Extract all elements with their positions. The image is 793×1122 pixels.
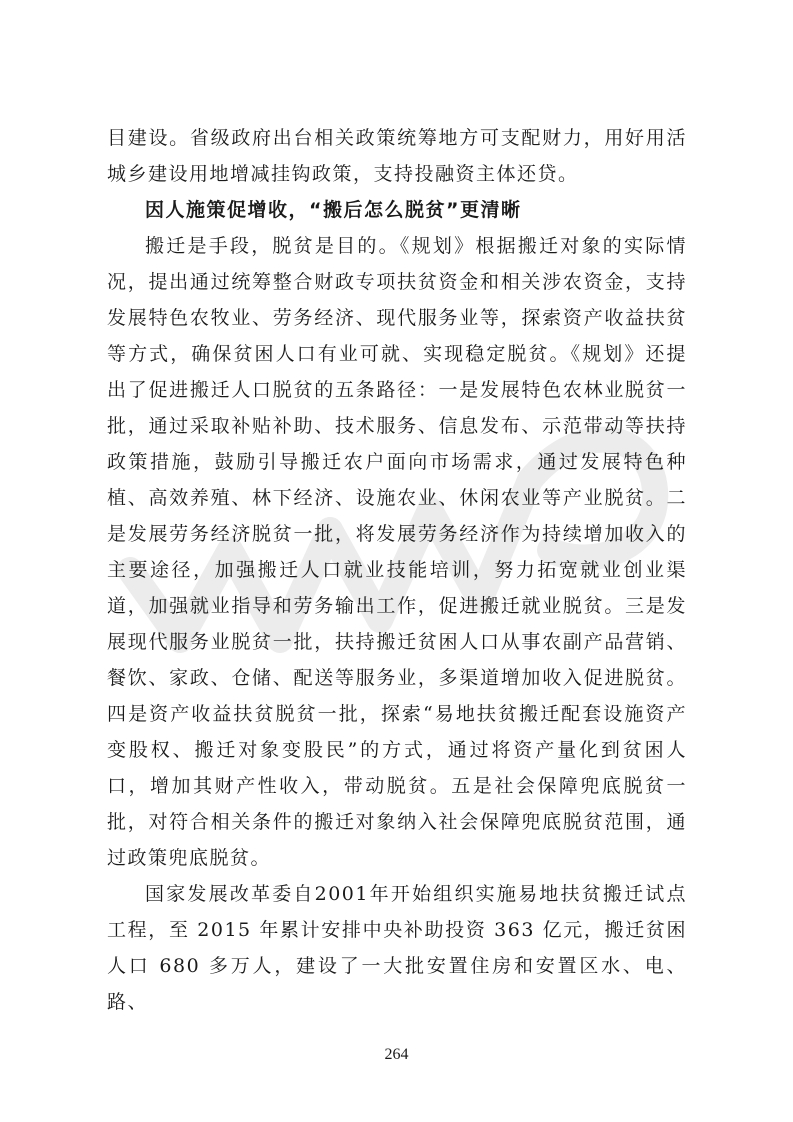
page-number: 264 [384,1046,409,1063]
document-body [107,120,687,1020]
paragraph-1: 目建设。省级政府出台相关政策统筹地方可支配财力，用好用活城乡建设用地增减挂钩政策，支持投融资主体还贷。 [107,127,687,185]
section-heading: 因人施策促增收，“搬后怎么脱贫”更清晰 [145,199,522,221]
paragraph-2: 搬迁是手段，脱贫是目的。《规划》根据搬迁对象的实际情况，提出通过统筹整合财政专项扶贫资金和相关涉农资金，支持发展特色农牧业、劳务经济、现代服务业等，探索资产收益扶贫等方式，确保贫困人口有业可就、实现稳定脱贫。《规划》还提出了促进搬迁人口脱贫的五条路径：一是发展特色农林业脱贫一批，通过采取补贴补助、技术服务、信息发布、示范带动等扶持政策措施，鼓励引导搬迁农户面向市场需求，通过发展特色种植、高效养殖、林下经济、设施农业、休闲农业等产业脱贫。二是发展劳务经济脱贫一批，将发展劳务经济作为持续增加收入的主要途径，加强搬迁人口就业技能培训，努力拓宽就业创业渠道，加强就业指导和劳务输出工作，促进搬迁就业脱贫。三是发展现代服务业脱贫一批，扶持搬迁贫困人口从事农副产品营销、餐饮、家政、仓储、配送等服务业，多渠道增加收入促进脱贫。四是资产收益扶贫脱贫一批，探索“易地扶贫搬迁配套设施资产变股权、搬迁对象变股民”的方式，通过将资产量化到贫困人口，增加其财产性收入，带动脱贫。五是社会保障兜底脱贫一批，对符合相关条件的搬迁对象纳入社会保障兜底脱贫范围，通过政策兜底脱贫。 [107,235,687,869]
paragraph-3: 国家发展改革委自2001年开始组织实施易地扶贫搬迁试点工程，至 2015 年累计安排中央补助投资 363 亿元，搬迁贫困人口 680 多万人，建设了一大批安置住房和安置区水、电、路、 [107,883,687,1013]
